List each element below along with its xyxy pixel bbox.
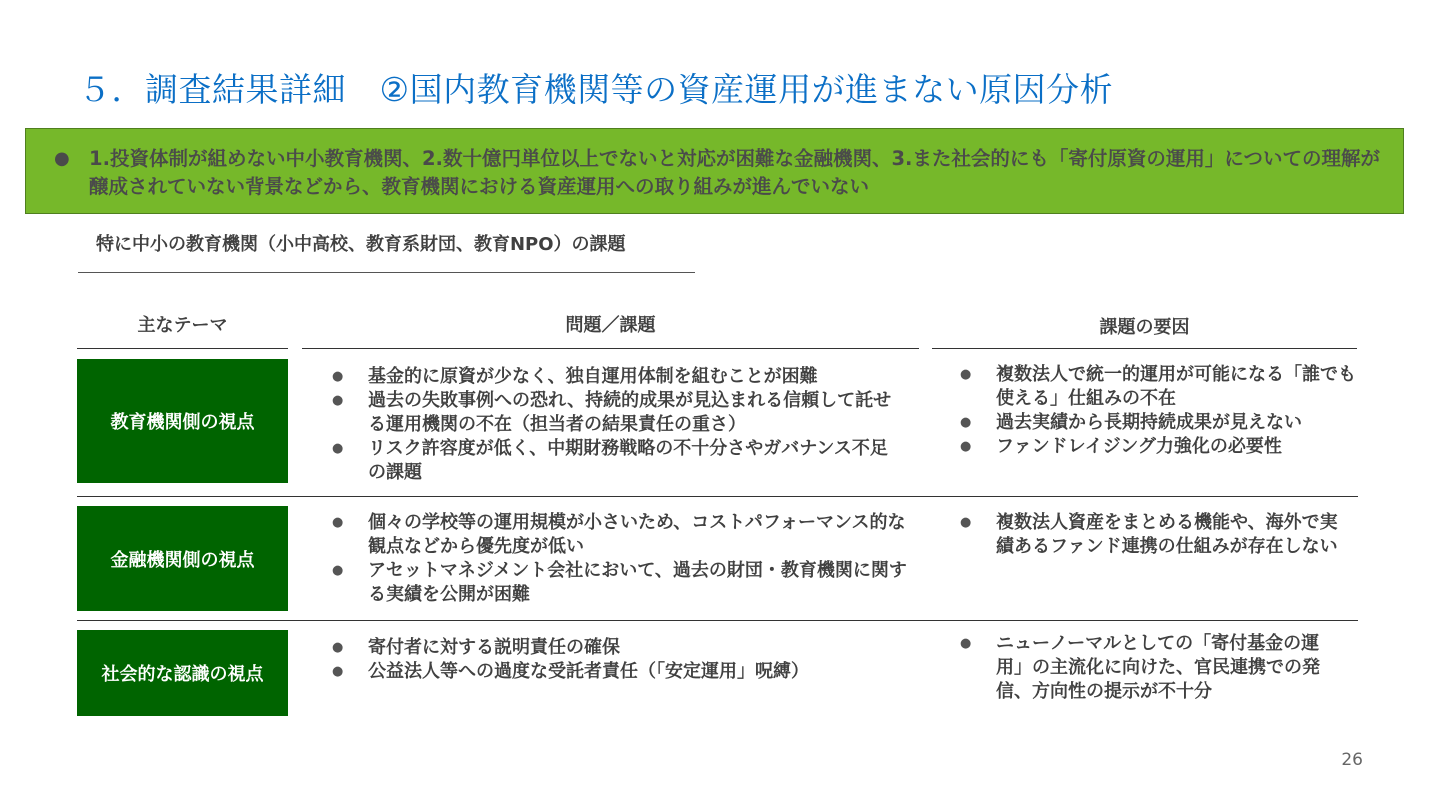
column-header-theme: 主なテーマ	[137, 315, 228, 336]
row-divider	[77, 620, 1358, 621]
theme-box-society: 社会的な認識の視点	[77, 630, 288, 716]
bullet-icon: ●	[54, 148, 70, 169]
list-item: ● 過去の失敗事例への恐れ、持続的成果が見込まれる信頼して託せる運用機関の不在（担当者の結果責任の重さ）	[332, 389, 902, 437]
list-item: ● ニューノーマルとしての「寄付基金の運用」の主流化に向けた、官民連携での発信、方向性の提示が不十分	[960, 632, 1340, 704]
summary-box	[25, 128, 1404, 214]
problem-list-education	[332, 365, 902, 485]
row-divider	[77, 496, 1358, 497]
list-item: ● 公益法人等への過度な受託者責任（「安定運用」呪縛）	[332, 660, 922, 684]
list-item: ● リスク許容度が低く、中期財務戦略の不十分さやガバナンス不足の課題	[332, 437, 902, 485]
page-number: 26	[1341, 750, 1363, 770]
list-item: ● 基金的に原資が少なく、独自運用体制を組むことが困難	[332, 365, 902, 389]
problem-list-society	[332, 636, 922, 684]
list-item: ● 過去実績から長期持続成果が見えない	[960, 411, 1358, 435]
list-item: ● ファンドレイジング力強化の必要性	[960, 435, 1358, 459]
summary-text: 1.投資体制が組めない中小教育機関、2.数十億円単位以上でないと対応が困難な金融機関、3.また社会的にも「寄付原資の運用」についての理解が醸成されていない背景などから、教育機関における資産運用への取り組みが進んでいない	[89, 147, 1381, 198]
page-title: ５．調査結果詳細 ②国内教育機関等の資産運用が進まない原因分析	[78, 70, 1114, 109]
theme-box-finance: 金融機関側の視点	[77, 506, 288, 611]
column-header-causes: 課題の要因	[1099, 317, 1190, 338]
list-item: ● 個々の学校等の運用規模が小さいため、コストパフォーマンス的な観点などから優先度が低い	[332, 511, 922, 559]
list-item: ● アセットマネジメント会社において、過去の財団・教育機関に関する実績を公開が困難	[332, 559, 922, 607]
list-item: ● 複数法人資産をまとめる機能や、海外で実績あるファンド連携の仕組みが存在しない	[960, 511, 1350, 559]
section-subtitle: 特に中小の教育機関（小中高校、教育系財団、教育NPO）の課題	[96, 234, 626, 255]
theme-box-education: 教育機関側の視点	[77, 359, 288, 483]
list-item: ● 複数法人で統一的運用が可能になる「誰でも使える」仕組みの不在	[960, 363, 1358, 411]
list-item: ● 寄付者に対する説明責任の確保	[332, 636, 922, 660]
cause-list-education	[960, 363, 1358, 459]
column-header-problems: 問題／課題	[565, 315, 656, 336]
header-divider-causes	[932, 348, 1357, 349]
cause-list-society	[960, 632, 1340, 704]
problem-list-finance	[332, 511, 922, 607]
subtitle-divider	[78, 272, 695, 273]
header-divider-theme	[77, 348, 288, 349]
header-divider-problems	[302, 348, 919, 349]
cause-list-finance	[960, 511, 1350, 559]
